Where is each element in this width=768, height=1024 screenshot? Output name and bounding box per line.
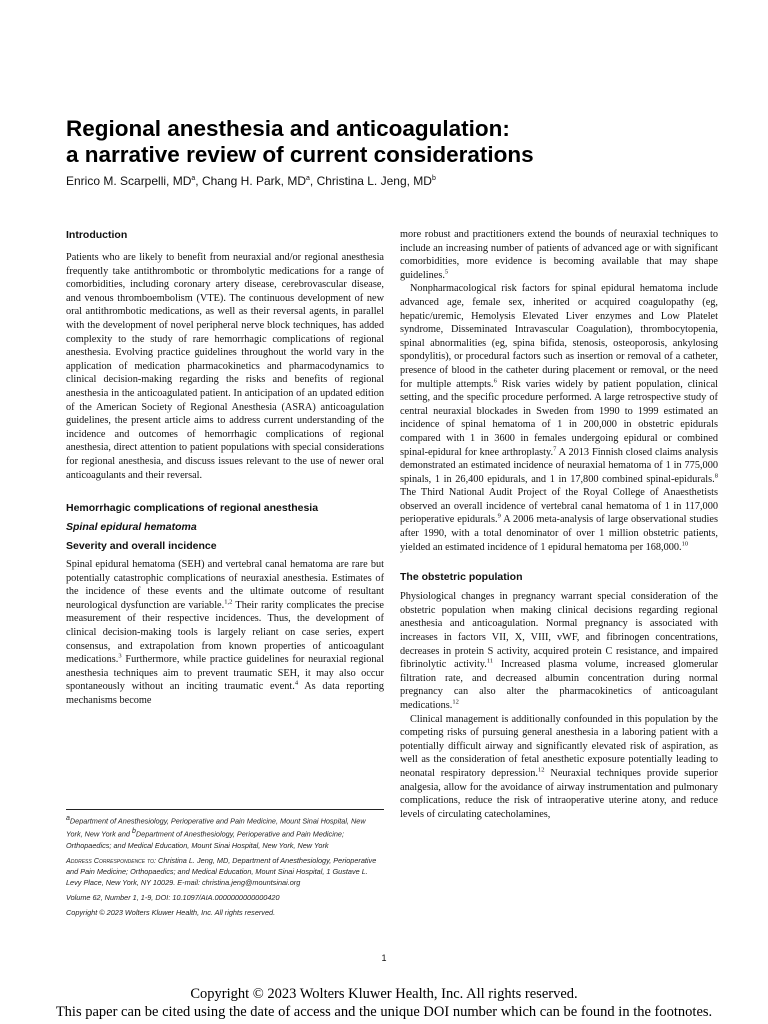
spinal-epidural-hematoma-subheading: Spinal epidural hematoma bbox=[66, 521, 197, 534]
citation-ref: 8 bbox=[714, 472, 718, 480]
obstetric-paragraph: Physiological changes in pregnancy warrant special consideration of the obstetric population when making clinical decisions regarding regional anesthesia and anticoagulation. Normal pregnancy is associated with increases in factors VII, X, VIII, vWF, and fibrinogen concentrations, decreases in protein S activity, acquired protein C resistance, and impaired fibrinolytic activity.$^{11}$ Increased plasma volume, increased glomerular filtration rate, and decreased albumin concentration during normal pregnancy can also alter the pharmacokinetics of anticoagulant medications.$^{12}$ bbox=[400, 591, 719, 711]
severity-paragraph: Spinal epidural hematoma (SEH) and vertebral canal hematoma are rare but potentially catastrophic complications of neuraxial anesthesia. Estimates of the incidence of these events and the ultimate outcome of resultant neurological dysfunction are variable.$^{1,2}$ Their rarity complicates the precise measurement of their respective incidences. Thus, the development of clinical decision-making tools is largely reliant on case series, expert consensus, and extrapolation from known properties of anticoagulant medications.$^3$ Furthermore, while practice guidelines for neuraxial regional anesthesia techniques aim to prevent traumatic SEH, it may also occur spontaneously without an inciting traumatic event.$^4$ As data reporting mechanisms become bbox=[66, 559, 384, 707]
continued-paragraph: more robust and practitioners extend the bounds of neuraxial techniques to include an increasing number of patients of advanced age or with significant comorbidities, more evidence is becoming available that may shape guidelines.$^5$ bbox=[400, 229, 718, 281]
obstetric-population-heading: The obstetric population bbox=[400, 571, 523, 584]
left-column bbox=[66, 228, 384, 708]
author-affiliation-mark: a bbox=[306, 175, 310, 182]
author-name: Christina L. Jeng, MD bbox=[316, 174, 432, 188]
citation-notice: This paper can be cited using the date of access and the unique DOI number which can be found in the footnotes. bbox=[55, 1004, 713, 1020]
affiliations-footnote: $^a$Department of Anesthesiology, Perioperative and Pain Medicine, Mount Sinai Hospital, New York, New York and $^b$Department of Anesthesiology, Perioperative and Pain Medicine; Orthopaedics; and Medical Education, Mount Sinai Hospital, New York, New York bbox=[66, 815, 366, 850]
citation-ref: 4 bbox=[294, 680, 299, 688]
volume-doi-footnote: Volume 62, Number 1, 1-9, DOI: 10.1097/AIA.0000000000000420 bbox=[66, 892, 280, 902]
citation-ref: 10 bbox=[681, 540, 689, 548]
citation-ref: 11 bbox=[486, 657, 494, 665]
author-name: Enrico M. Scarpelli, MD bbox=[66, 174, 192, 188]
risk-factors-paragraph: Nonpharmacological risk factors for spinal epidural hematoma include advanced age, female sex, inherited or acquired coagulopathy (eg, hepatic/uremic, Hemolysis Elevated Liver enzymes and Low Platelet syndrome, Disseminated Intravascular Coagulation), thrombocytopenia, spinal abnormalities (eg, spina bifida, stenosis, osteoporosis, ankylosing spondylitis), or procedural factors such as insertion or removal of a catheter, presence of blood in the catheter during placement or removal, or the need for multiple attempts.$^6$ Risk varies widely by patient population, clinical setting, and the specific procedure performed. A large retrospective study of central neuraxial blockades in Sweden from 1990 to 1999 estimated an incidence of spinal hematoma of 1 in 200,000 in obstetric epidurals compared with 1 in 3600 in females undergoing epidural or combined spinal-epidural for knee arthroplasty.$^7$ A 2013 Finnish closed claims analysis demonstrated an estimated incidence of neuraxial hematoma of 1 in 775,000 spinals, 1 in 26,400 epidurals, and 1 in 17,800 combined spinal-epidurals.$^8$ The Third National Audit Project of the Royal College of Anaesthetists observed an overall incidence of vertebral canal hematoma of 1 in 117,000 perioperative epidurals.$^9$ A 2006 meta-analysis of large observational studies after 1990, with a total denominator of over 1 million obstetric patients, yielded an estimated incidence of 1 epidural hematoma per 168,000.10 bbox=[400, 283, 718, 553]
citation-ref: 1,2 bbox=[224, 598, 233, 606]
clinical-management-paragraph: Clinical management is additionally confounded in this population by the competing risks of pursuing general anesthesia in a laboring patient with a potentially difficult airway and significantly elevated risk of aspiration, as well as the consideration of fetal anesthetic exposure potentially leading to neonatal respiratory depression.$^{12}$ Neuraxial techniques provide superior analgesia, allow for the avoidance of airway instrumentation and pulmonary complications, reduce the risk of intraoperative uterine atony, and reduce levels of circulating catecholamines, bbox=[400, 713, 718, 820]
introduction-heading: Introduction bbox=[66, 229, 128, 241]
copyright-footnote: Copyright © 2023 Wolters Kluwer Health, Inc. All rights reserved. bbox=[66, 907, 276, 917]
correspondence-footnote: Address Correspondence to: Christina L. Jeng, MD, Department of Anesthesiology, Perioperative and Pain Medicine; Orthopaedics; and Medical Education, Mount Sinai Hospital, 1 Gustave L. Levy Place, New York, NY 10029. E-mail: christina.jeng@mountsinai.org bbox=[66, 855, 377, 887]
author-name: Chang H. Park, MD bbox=[201, 174, 306, 188]
author-list: Enrico M. Scarpelli, $MD^a$, Chang H. Park, $MD^a$, Christina L. Jeng, $MD^b$ bbox=[66, 174, 436, 188]
page-number: 1 bbox=[381, 953, 387, 963]
correspondence-label: Address Correspondence to: bbox=[66, 855, 157, 865]
citation-ref: 5 bbox=[444, 268, 449, 276]
right-column bbox=[400, 228, 718, 821]
severity-incidence-subheading: Severity and overall incidence bbox=[66, 540, 217, 553]
hemorrhagic-complications-heading: Hemorrhagic complications of regional anesthesia bbox=[66, 502, 319, 515]
author-affiliation-mark: b bbox=[431, 175, 436, 182]
title-line-1: Regional anesthesia and anticoagulation: bbox=[66, 116, 510, 141]
article-title bbox=[66, 116, 706, 168]
citation-ref: 7 bbox=[553, 445, 557, 453]
author-affiliation-mark: a bbox=[191, 175, 196, 182]
title-line-2: a narrative review of current considerations bbox=[66, 142, 534, 167]
copyright-notice: Copyright © 2023 Wolters Kluwer Health, Inc. All rights reserved. bbox=[190, 986, 578, 1002]
citation-ref: 12 bbox=[452, 698, 459, 706]
citation-ref: 12 bbox=[537, 766, 545, 774]
citation-ref: 6 bbox=[493, 377, 497, 385]
citation-ref: 3 bbox=[118, 652, 122, 660]
footnotes bbox=[66, 809, 384, 922]
citation-ref: 9 bbox=[497, 513, 501, 521]
introduction-paragraph: Patients who are likely to benefit from neuraxial and/or regional anesthesia frequently take antithrombotic or thrombolytic medications for a range of comorbidities, including coronary artery disease, cerebrovascular disease, and venous thromboembolism (VTE). The continuous development of new oral antithrombotic medications, as well as their reversal agents, in parallel with the development of novel peripheral nerve block techniques, has added complexity to the study of rare hemorrhagic complications of regional anesthesia. Evolving practice guidelines throughout the world vary in the application of medication pharmacokinetics and pharmacodynamics to clinical decision-making regarding the risks and benefits of regional anesthesia in the anticoagulated patient. In anticipation of an updated edition of the American Society of Regional Anesthesia (ASRA) anticoagulation guidelines, the present article aims to address current understanding of the incidence and outcomes of hemorrhagic complications of regional anesthesia, direct attention to patient populations with special considerations for regional anesthesia, and discuss issues relevant to the use of newer oral anticoagulants and their reversal. bbox=[66, 252, 384, 481]
